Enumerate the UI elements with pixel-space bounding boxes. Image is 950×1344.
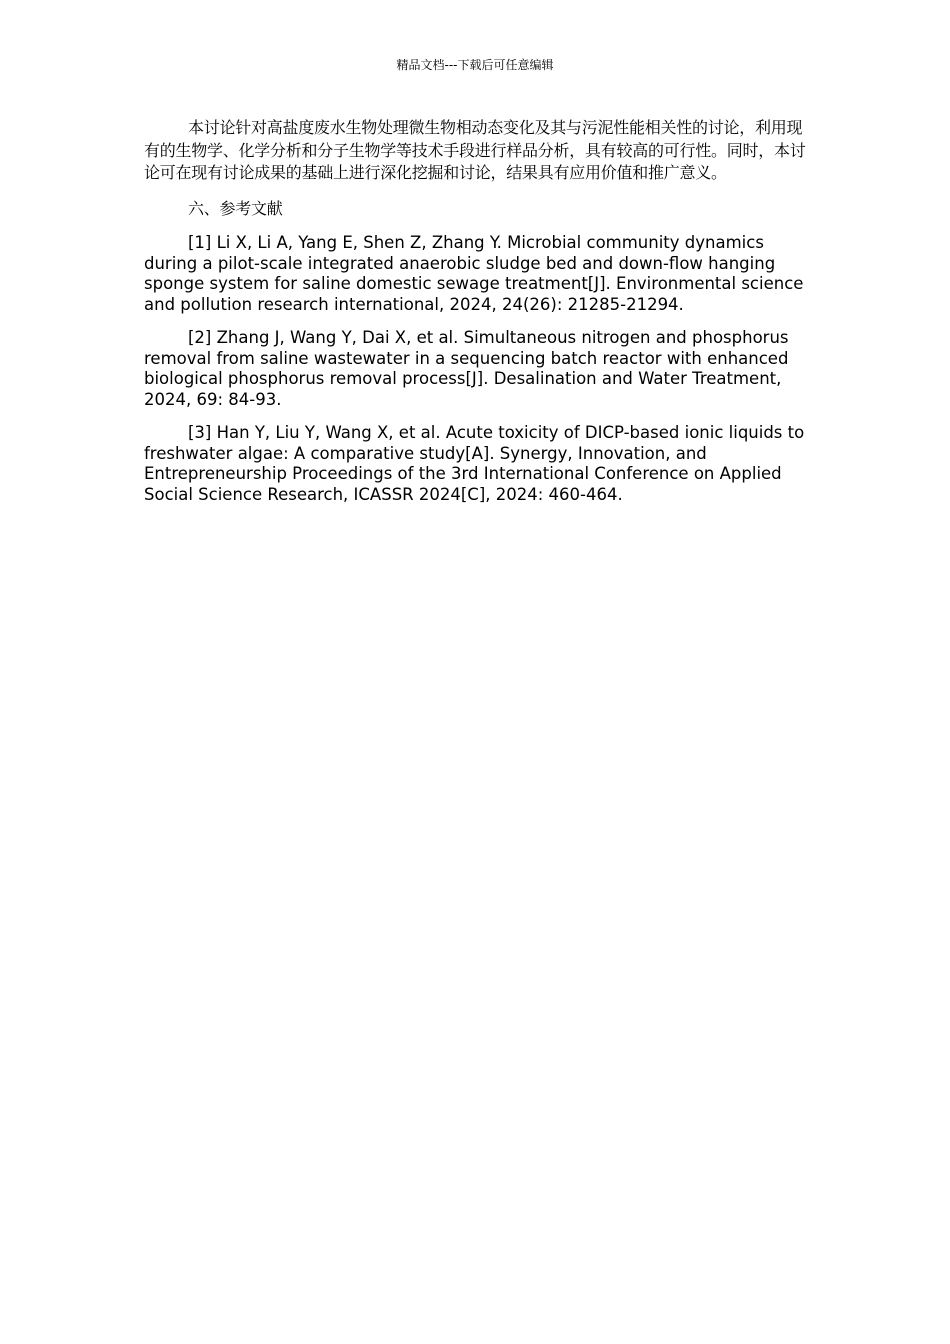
reference-item: [3] Han Y, Liu Y, Wang X, et al. Acute toxicity of DICP-based ionic liquids to freshwater algae: A comparative study[A]. Synergy, Innovation, and Entrepreneurship Proceedings of the 3rd International Conference on Applied Social Science Research, ICASSR 2024[C], 2024: 460-464. (144, 423, 805, 504)
page-header: 精品文档---下载后可任意编辑 (396, 58, 554, 72)
intro-paragraph: 本讨论针对高盐度废水生物处理微生物相动态变化及其与污泥性能相关性的讨论，利用现有的生物学、化学分析和分子生物学等技术手段进行样品分析，具有较高的可行性。同时，本讨论可在现有讨论成果的基础上进行深化挖掘和讨论，结果具有应用价值和推广意义。 (144, 118, 806, 182)
section-heading-references: 六、参考文献 (188, 198, 283, 218)
reference-item: [1] Li X, Li A, Yang E, Shen Z, Zhang Y. Microbial community dynamics during a pilot-scale integrated anaerobic sludge bed and down-flow hanging sponge system for saline domestic sewage treatment[J]. Environmental science and pollution research international, 2024, 24(26): 21285-21294. (144, 233, 804, 314)
document-body (144, 117, 814, 505)
reference-item: [2] Zhang J, Wang Y, Dai X, et al. Simultaneous nitrogen and phosphorus removal from saline wastewater in a sequencing batch reactor with enhanced biological phosphorus removal process[J]. Desalination and Water Treatment, 2024, 69: 84-93. (144, 328, 789, 409)
